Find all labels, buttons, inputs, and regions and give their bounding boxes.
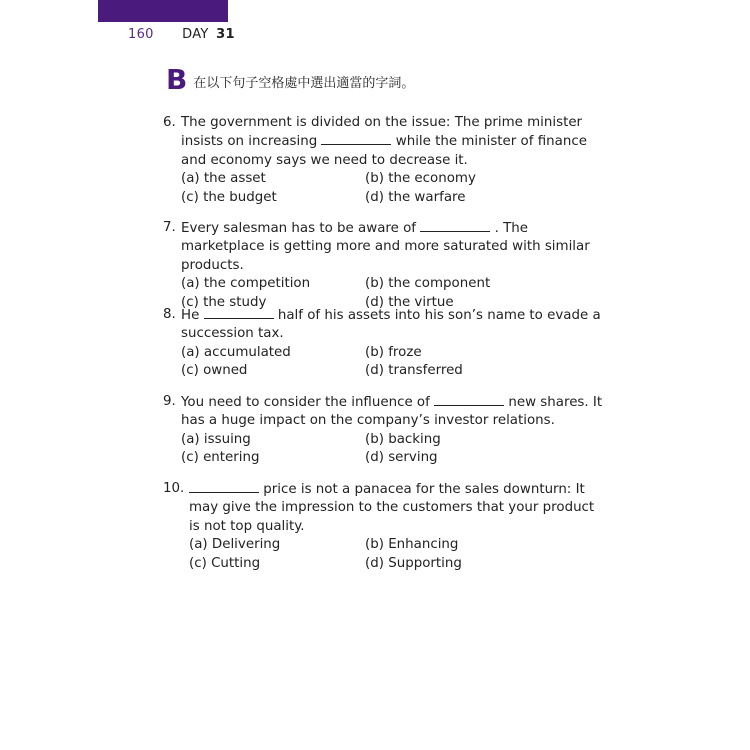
answer-blank[interactable]: [189, 480, 259, 493]
answer-blank[interactable]: [204, 306, 274, 319]
option-d[interactable]: (d) the virtue: [365, 294, 454, 310]
option-c[interactable]: (c) the budget: [181, 189, 277, 205]
option-d[interactable]: (d) transferred: [365, 363, 463, 379]
question-text-before: He: [181, 308, 200, 323]
question-8: [163, 306, 603, 381]
question-text-after: price is not a panacea for the sales downturn: It may give the impression to the customers that your product is not top quality.: [189, 482, 595, 534]
option-a[interactable]: (a) the asset: [181, 171, 266, 187]
question-text-after: half of his assets into his son’s name to evade a succession tax.: [181, 308, 601, 342]
option-c[interactable]: (c) Cutting: [189, 555, 261, 571]
question-text: [181, 219, 603, 275]
option-b[interactable]: (b) Enhancing: [365, 537, 459, 553]
option-b[interactable]: (b) the component: [365, 276, 491, 292]
question-6: [163, 114, 603, 207]
question-9: [163, 393, 603, 468]
option-a[interactable]: (a) the competition: [181, 276, 311, 292]
header-color-bar: [98, 0, 228, 22]
question-text: [181, 306, 603, 344]
option-a[interactable]: (a) issuing: [181, 431, 251, 447]
options: [181, 431, 545, 468]
option-c[interactable]: (c) entering: [181, 450, 260, 466]
option-c[interactable]: (c) owned: [181, 363, 248, 379]
question-text-before: Every salesman has to be aware of: [181, 221, 417, 236]
question-number: 6.: [163, 115, 176, 130]
options: [181, 344, 545, 381]
option-b[interactable]: (b) froze: [365, 344, 422, 360]
question-number: 7.: [163, 220, 176, 235]
question-number: 8.: [163, 307, 176, 322]
question-text-after: . The marketplace is getting more and more saturated with similar products.: [181, 221, 590, 273]
page-number: 160: [128, 27, 154, 42]
answer-blank[interactable]: [321, 132, 391, 145]
option-b[interactable]: (b) backing: [365, 431, 441, 447]
question-text: [181, 393, 603, 431]
section-instruction: 在以下句子空格處中選出適當的字詞。: [193, 75, 415, 91]
question-number: 9.: [163, 394, 176, 409]
option-a[interactable]: (a) accumulated: [181, 344, 291, 360]
question-text-after: new shares. It has a huge impact on the company’s investor relations.: [181, 395, 603, 429]
option-a[interactable]: (a) Delivering: [189, 537, 281, 553]
day-number: 31: [216, 27, 235, 42]
answer-blank[interactable]: [420, 219, 490, 232]
section-letter: B: [166, 63, 188, 96]
options: [189, 536, 545, 573]
answer-blank[interactable]: [434, 393, 504, 406]
section-heading: [166, 63, 415, 96]
option-d[interactable]: (d) Supporting: [365, 555, 462, 571]
options: [181, 170, 545, 207]
question-text-before: The government is divided on the issue: The prime minister insists on increasing: [181, 115, 583, 150]
question-number: 10.: [163, 481, 185, 496]
page-header: [128, 27, 235, 42]
option-b[interactable]: (b) the economy: [365, 171, 476, 187]
question-text-before: You need to consider the influence of: [181, 395, 430, 410]
question-text: [181, 114, 603, 170]
option-d[interactable]: (d) serving: [365, 450, 438, 466]
option-c[interactable]: (c) the study: [181, 294, 267, 310]
question-text-after: while the minister of finance and economy says we need to decrease it.: [181, 134, 587, 168]
day-label: DAY: [182, 27, 209, 42]
option-d[interactable]: (d) the warfare: [365, 189, 466, 205]
question-7: [163, 219, 603, 312]
question-text: [189, 480, 603, 536]
question-10: [163, 480, 603, 573]
